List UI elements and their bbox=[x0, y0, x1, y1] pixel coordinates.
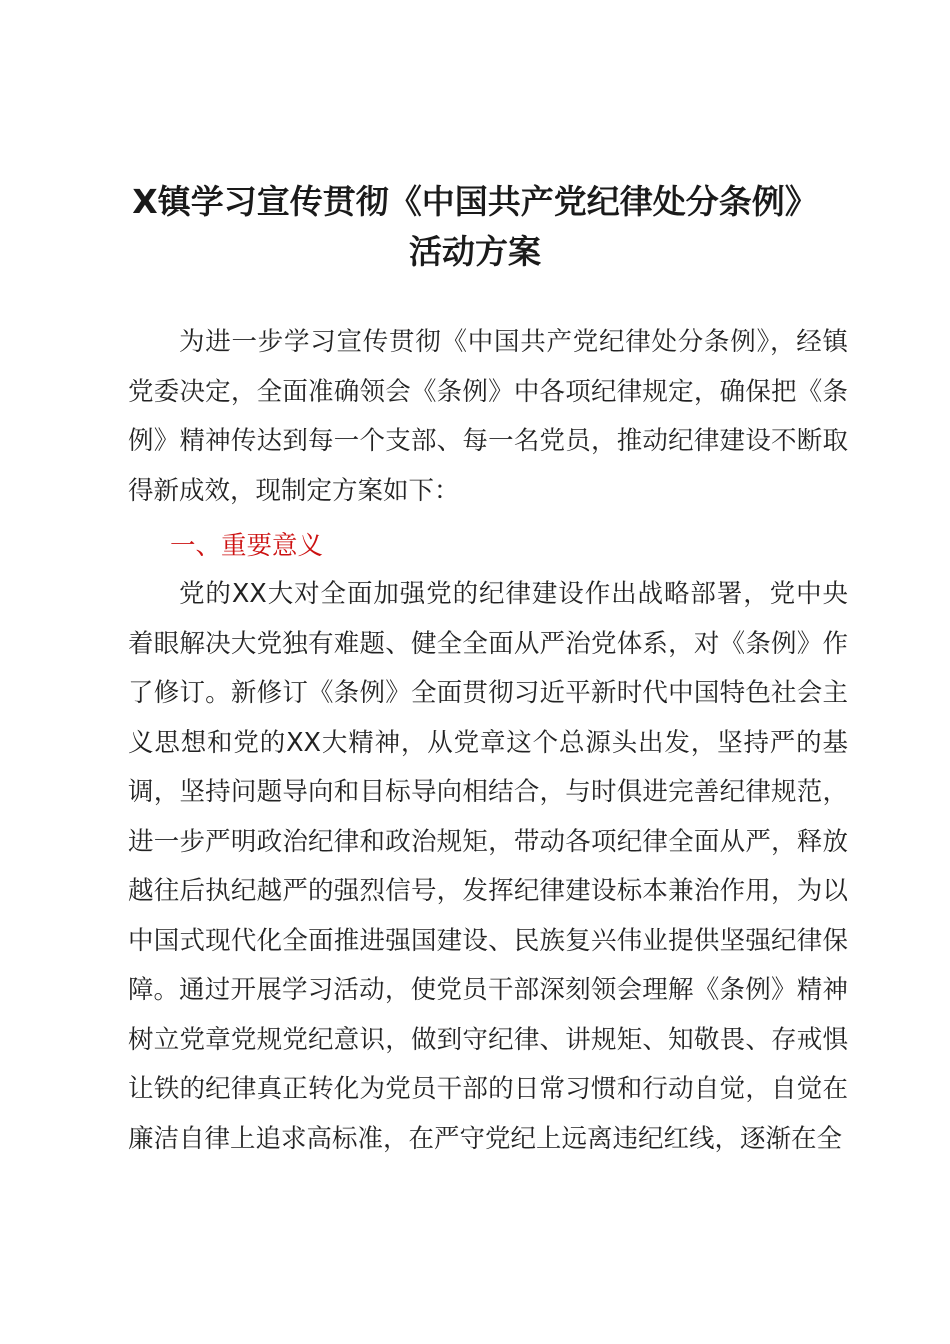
significance-paragraph: 党的XX大对全面加强党的纪律建设作出战略部署，党中央着眼解决大党独有难题、健全全面从严治党体系，对《条例》作了修订。新修订《条例》全面贯彻习近平新时代中国特色社会主义思想和党的XX大精神，从党章这个总源头出发，坚持严的基调，坚持问题导向和目标导向相结合，与时俱进完善纪律规范，进一步严明政治纪律和政治规矩，带动各项纪律全面从严，释放越往后执纪越严的强烈信号，发挥纪律建设标本兼治作用，为以中国式现代化全面推进强国建设、民族复兴伟业提供坚强纪律保障。 bbox=[128, 579, 848, 1005]
intro-paragraph: 为进一步学习宣传贯彻《中国共产党纪律处分条例》，经镇党委决定，全面准确领会《条例》中各项纪律规定，确保把《条例》精神传达到每一个支部、每一名党员，推动纪律建设不断取得新成效，现制定方案如下： bbox=[128, 327, 848, 506]
document-title-line-2: 活动方案 bbox=[409, 232, 541, 271]
section-heading-significance: 一、重要意义 bbox=[170, 531, 324, 561]
document-title-line-1: X镇学习宣传贯彻《中国共产党纪律处分条例》 bbox=[132, 182, 818, 221]
activity-paragraph: 通过开展学习活动，使党员干部深刻领会理解《条例》精神树立党章党规党纪意识，做到守纪律、讲规矩、知敬畏、存戒惧让铁的纪律真正转化为党员干部的日常习惯和行动自觉，自觉在廉洁自律上追求高标准，在严守党纪上远离违纪红线，逐渐在全 bbox=[128, 975, 848, 1154]
